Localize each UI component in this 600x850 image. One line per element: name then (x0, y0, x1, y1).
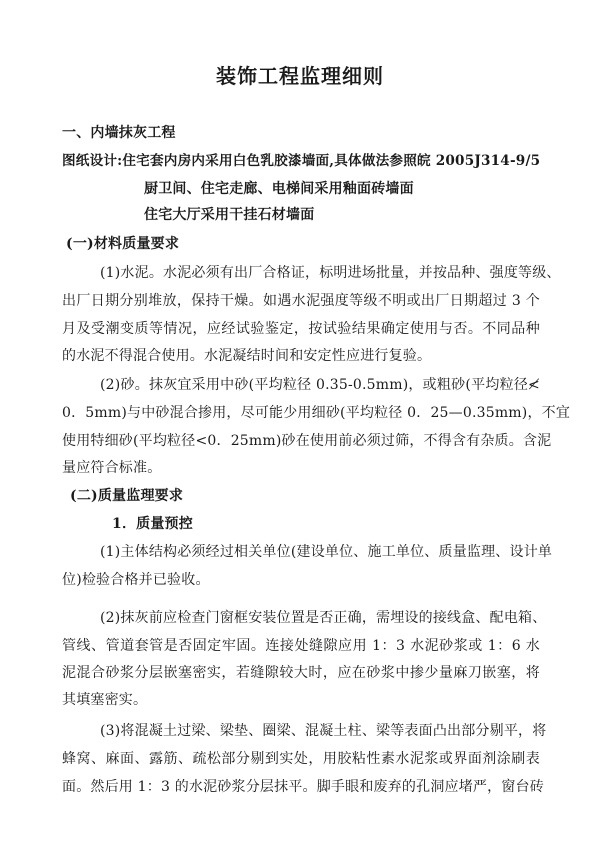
paragraph-line: 面。然后用 1：3 的水泥砂浆分层抹平。脚手眼和废弃的孔洞应堵严，窗台砖 (62, 779, 544, 795)
paragraph-line: (2)抹灰前应检查门窗框安装位置是否正确，需埋设的接线盒、配电箱、 (100, 610, 547, 626)
subheading-material-quality: (一)材料质量要求 (66, 236, 180, 252)
section-heading-plastering: 一、内墙抹灰工程 (62, 125, 176, 141)
paragraph-line: 管线、管道套管是否固定牢固。连接处缝隙应用 1：3 水泥砂浆或 1：6 水 (62, 638, 540, 654)
paragraph-line: 蜂窝、麻面、露筋、疏松部分剔到实处，用胶粘性素水泥浆或界面剂涂刷表 (62, 751, 540, 767)
paragraph-line: 出厂日期分别堆放，保持干燥。如遇水泥强度等级不明或出厂日期超过 3 个 (62, 293, 540, 309)
paragraph-line: (1)水泥。水泥必须有出厂合格证，标明进场批量，并按品种、强度等级、 (100, 265, 561, 281)
paragraph-line: 的水泥不得混合使用。水泥凝结时间和安定性应进行复验。 (62, 348, 432, 364)
paragraph-line: 量应符合标准。 (62, 460, 162, 476)
paragraph-line: 使用特细砂(平均粒径<0．25mm)砂在使用前必须过筛，不得含有杂质。含泥 (62, 433, 552, 449)
drawing-design-line: 图纸设计:住宅套内房内采用白色乳胶漆墙面,具体做法参照皖 2005J314-9/5 (62, 153, 541, 169)
paragraph-line: (2)砂。抹灰宜采用中砂(平均粒径 0.35-0.5mm)，或粗砂(平均粒径≮ (100, 377, 540, 393)
paragraph-line: 月及受潮变质等情况，应经试验鉴定，按试验结果确定使用与否。不同品种 (62, 321, 540, 337)
document-title: 装饰工程监理细则 (216, 64, 384, 88)
paragraph-line: (1)主体结构必须经过相关单位(建设单位、施工单位、质量监理、设计单 (100, 544, 553, 560)
drawing-design-line: 厨卫间、住宅走廊、电梯间采用釉面砖墙面 (144, 181, 414, 197)
drawing-design-line: 住宅大厅采用干挂石材墙面 (144, 207, 315, 223)
subheading-quality-supervision: (二)质量监理要求 (70, 488, 184, 504)
subheading-quality-precontrol: 1．质量预控 (112, 516, 193, 532)
paragraph-line: (3)将混凝土过梁、梁垫、圈梁、混凝土柱、梁等表面凸出部分剔平，将 (100, 723, 547, 739)
paragraph-line: 0．5mm)与中砂混合掺用，尽可能少用细砂(平均粒径 0．25—0.35mm)，不宜 (62, 405, 571, 421)
paragraph-line: 泥混合砂浆分层嵌塞密实，若缝隙较大时，应在砂浆中掺少量麻刀嵌塞，将 (62, 665, 540, 681)
paragraph-line: 其填塞密实。 (62, 692, 148, 708)
paragraph-line: 位)检验合格并已验收。 (62, 572, 210, 588)
